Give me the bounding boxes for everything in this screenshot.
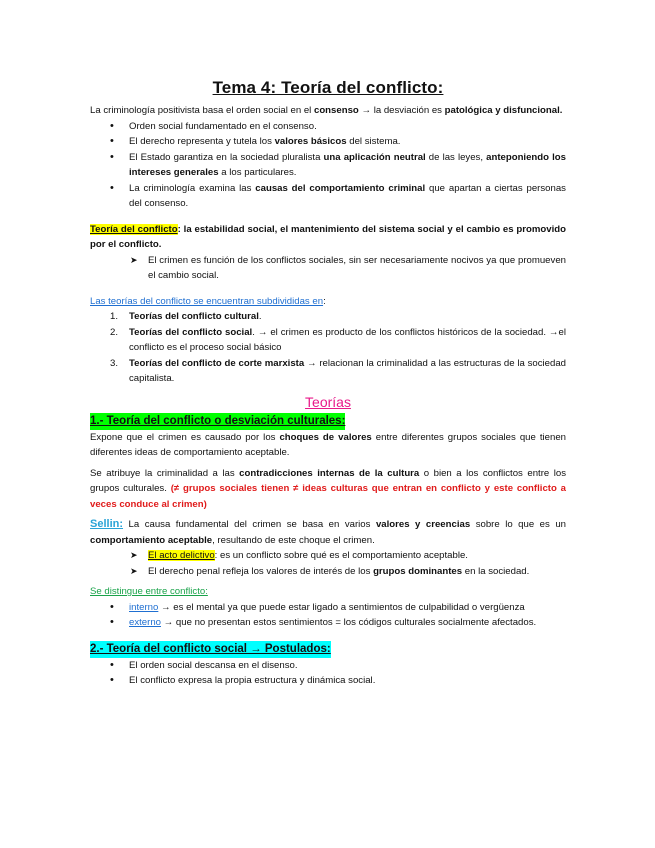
list-item: • El conflicto expresa la propia estructura y dinámica social.: [90, 673, 566, 689]
arrow-bullet-icon: ➤: [130, 254, 138, 265]
bullet-icon: •: [110, 674, 114, 686]
distinguish-heading: Se distingue entre conflicto:: [90, 586, 208, 597]
list-item: • Orden social fundamentado en el consenso.: [90, 119, 566, 135]
subdivision-heading: Las teorías del conflicto se encuentran subdivididas en:: [90, 295, 326, 307]
list-item: 1. Teorías del conflicto cultural.: [110, 311, 262, 322]
section1-heading: 1.- Teoría del conflicto o desviación culturales:: [90, 413, 345, 430]
section1-paragraph2: Se atribuye la criminalidad a las contradicciones internas de la cultura o bien a los conflictos entre los grupos culturales. (≠ grupos sociales tienen ≠ ideas culturas que entran en conflicto y este conflicto a veces conduce al crimen): [90, 467, 567, 510]
document-title: Tema 4: Teoría del conflicto:: [212, 78, 444, 97]
sellin-arrow-list: [90, 548, 566, 579]
conflict-arrow-list: [90, 253, 566, 284]
arrow-bullet-icon: ➤: [130, 550, 138, 560]
list-item: • La criminología examina las causas del comportamiento criminal que apartan a ciertas personas del consenso.: [110, 181, 566, 209]
bullet-icon: •: [110, 181, 114, 194]
list-item: • externo → que no presentan estos sentimientos = los códigos culturales socialmente afectados.: [90, 615, 566, 631]
bullet-icon: •: [110, 600, 114, 613]
list-item: • interno → es el mental ya que puede estar ligado a sentimientos de culpabilidad o vergüenza: [90, 600, 566, 616]
arrow-bullet-icon: ➤: [130, 565, 138, 576]
list-item: • El Estado garantiza en la sociedad pluralista una aplicación neutral de las leyes, anteponiendo los intereses generales a los particulares.: [110, 150, 566, 178]
intro-paragraph: La criminología positivista basa el orden social en el consenso → la desviación es patológica y disfuncional.: [90, 105, 563, 116]
list-item: ➤ El derecho penal refleja los valores de interés de los grupos dominantes en la sociedad.: [90, 564, 566, 580]
list-item: 2. Teorías del conflicto social. → el crimen es producto de los conflictos históricos de la sociedad. →el conflicto es el proceso social básico: [110, 326, 566, 353]
list-item: • El orden social descansa en el disenso.: [90, 658, 566, 674]
sellin-paragraph: Sellin: La causa fundamental del crimen se basa en varios valores y creencias sobre lo que es un comportamiento aceptable, resultando de este choque el crimen.: [90, 518, 566, 546]
document-page: [90, 78, 566, 689]
list-item: ➤ El acto delictivo: es un conflicto sobre qué es el comportamiento aceptable.: [90, 548, 566, 564]
list-item: ➤ El crimen es función de los conflictos sociales, sin ser necesariamente nocivos ya que promueven el cambio social.: [130, 254, 566, 281]
conflict-types-list: [90, 600, 566, 631]
section2-heading: 2.- Teoría del conflicto social → Postulados:: [90, 641, 331, 658]
list-item: 3. Teorías del conflicto de corte marxista → relacionan la criminalidad a las estructuras de la sociedad capitalista.: [110, 357, 567, 384]
consensus-list: [90, 119, 566, 212]
bullet-icon: •: [110, 135, 114, 147]
section1-paragraph1: Expone que el crimen es causado por los choques de valores entre diferentes grupos sociales que tienen diferentes ideas de comportamiento aceptable.: [90, 431, 566, 458]
bullet-icon: •: [110, 150, 114, 163]
bullet-icon: •: [110, 658, 114, 671]
postulates-list: [90, 658, 566, 689]
list-item: • El derecho representa y tutela los valores básicos del sistema.: [90, 134, 566, 150]
bullet-icon: •: [110, 616, 114, 628]
conflict-definition: Teoría del conflicto: la estabilidad social, el mantenimiento del sistema social y el cambio es promovido por el conflicto.: [90, 223, 566, 250]
subdivision-list: [90, 309, 566, 387]
bullet-icon: •: [110, 119, 114, 132]
theories-title: Teorías: [305, 393, 351, 410]
